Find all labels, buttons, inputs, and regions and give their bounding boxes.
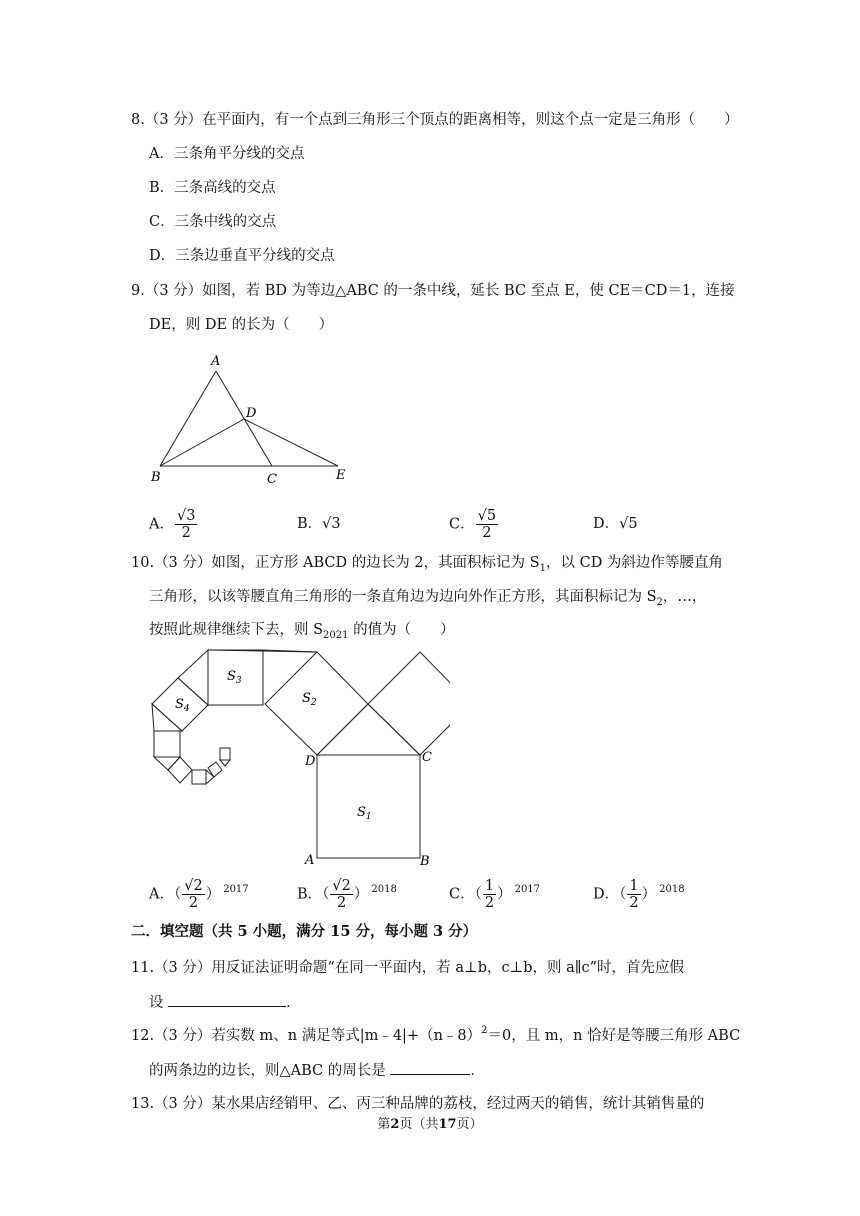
q9-option-b: B．√3 <box>297 516 341 532</box>
answer-blank[interactable] <box>168 992 286 1007</box>
section-title: 二．填空题（共 5 小题，满分 15 分，每小题 3 分） <box>131 923 478 940</box>
q13-line1: 13.（3 分）某水果店经销甲、乙、丙三种品牌的荔枝，经过两天的销售，统计其销售量的 <box>131 1096 705 1112</box>
q9-label-d: D <box>246 406 257 421</box>
q10-option-b: B．（ $\frac{√2}{2}$ ） $^{2018}$ <box>297 878 397 911</box>
q10-option-c: C．（ $\frac{1}{2}$ ） $^{2017}$ <box>449 878 541 911</box>
q10-label-a: A <box>305 853 315 868</box>
fraction: $\frac{1}{2}$ <box>629 878 639 911</box>
q10-label-s2: $S_2$ <box>302 691 317 708</box>
answer-blank[interactable] <box>390 1060 470 1075</box>
q9-triangle-figure <box>140 345 370 490</box>
q10-label-b: B <box>420 854 430 869</box>
q9-label-e: E <box>336 468 346 483</box>
q9-stem-line2: DE，则 DE 的长为（ ） <box>149 317 334 333</box>
q10-option-d: D．（ $\frac{1}{2}$ ） $^{2018}$ <box>593 878 685 911</box>
q9-stem-line1: 9.（3 分）如图，若 BD 为等边△ABC 的一条中线，延长 BC 至点 E，使 CE＝CD＝1，连接 <box>131 283 735 299</box>
q10-option-a: A．（ $\frac{√2}{2}$ ） $^{2017}$ <box>149 878 249 911</box>
q10-label-c: C <box>422 750 432 765</box>
fraction: $\frac{1}{2}$ <box>484 878 495 911</box>
q9-label-a: A <box>211 354 221 369</box>
q8-stem: 8.（3 分）在平面内，有一个点到三角形三个顶点的距离相等，则这个点一定是三角形（ ） <box>131 112 739 128</box>
q10-stem-line1: 10.（3 分）如图，正方形 ABCD 的边长为 2，其面积标记为 $S_1$，以 CD 为斜边作等腰直角 <box>131 555 723 574</box>
fraction: $\frac{√2}{2}$ <box>184 878 203 911</box>
q8-option-a: A．三条角平分线的交点 <box>149 146 305 162</box>
q8-option-b: B．三条高线的交点 <box>149 180 276 196</box>
q9-option-d: D．√5 <box>593 516 638 532</box>
q10-label-s3: $S_3$ <box>227 669 242 686</box>
q10-squares-figure <box>140 640 450 870</box>
q12-line1: 12.（3 分）若实数 m、n 满足等式|m﹣4|+（n﹣8）$^2$＝0，且 m，n 恰好是等腰三角形 ABC <box>131 1025 741 1044</box>
fraction: $\frac{√5}{2}$ <box>477 508 497 541</box>
fraction: $\frac{√2}{2}$ <box>332 878 351 911</box>
q8-option-d: D．三条边垂直平分线的交点 <box>149 248 335 264</box>
q10-label-s1: $S_1$ <box>357 805 372 822</box>
q9-label-c: C <box>267 472 277 487</box>
q8-option-c: C．三条中线的交点 <box>149 214 277 230</box>
q9-option-c: C． $\frac{√5}{2}$ <box>449 508 497 541</box>
fraction: $\frac{√3}{2}$ <box>176 508 196 541</box>
q10-label-s4: $S_4$ <box>175 697 190 714</box>
q11-line2: 设 ． <box>149 992 301 1013</box>
q11-line1: 11.（3 分）用反证法证明命题“在同一平面内，若 a⊥b，c⊥b，则 a∥c”时，首先应假 <box>131 960 685 976</box>
q10-label-d: D <box>305 754 316 769</box>
q10-stem-line2: 三角形，以该等腰直角三角形的一条直角边为边向外作正方形，其面积标记为 $S_2$，…， <box>149 589 707 608</box>
page-footer: 第2页（共17页） <box>377 1117 483 1132</box>
q12-line2: 的两条边的边长，则△ABC 的周长是 ． <box>149 1060 485 1081</box>
q9-option-a: A． $\frac{√3}{2}$ <box>149 508 196 541</box>
q10-stem-line3: 按照此规律继续下去，则 $S_{2021}$ 的值为（ ） <box>149 622 455 641</box>
q9-label-b: B <box>151 470 161 485</box>
